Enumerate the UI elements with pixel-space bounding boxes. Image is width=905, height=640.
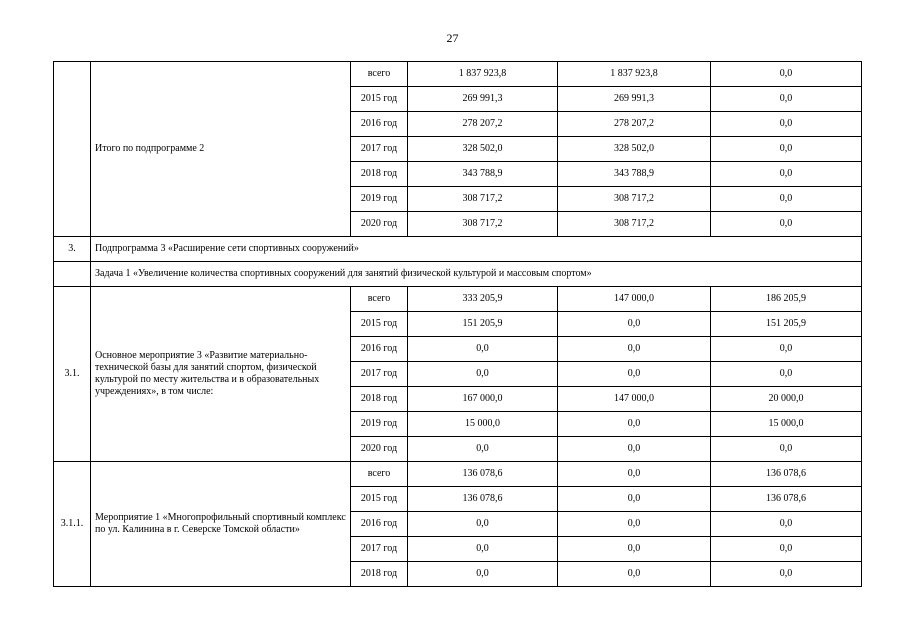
total-cell: 343 788,9 [408, 162, 558, 187]
source-b-cell: 0,0 [711, 437, 862, 462]
subprogram-title-cell: Подпрограмма 3 «Расширение сети спортивных сооружений» [91, 237, 862, 262]
total-cell: 0,0 [408, 562, 558, 587]
source-a-cell: 308 717,2 [558, 187, 711, 212]
source-a-cell: 328 502,0 [558, 137, 711, 162]
source-b-cell: 0,0 [711, 512, 862, 537]
year-cell: 2018 год [351, 562, 408, 587]
source-a-cell: 0,0 [558, 537, 711, 562]
total-cell: 269 991,3 [408, 87, 558, 112]
source-b-cell: 136 078,6 [711, 487, 862, 512]
source-b-cell: 0,0 [711, 337, 862, 362]
total-cell: 151 205,9 [408, 312, 558, 337]
total-cell: 15 000,0 [408, 412, 558, 437]
task-title-cell: Задача 1 «Увеличение количества спортивных сооружений для занятий физической культурой и массовым спортом» [91, 262, 862, 287]
year-cell: 2019 год [351, 187, 408, 212]
source-a-cell: 0,0 [558, 362, 711, 387]
total-cell: 0,0 [408, 337, 558, 362]
table-row [54, 237, 862, 262]
row-number-cell: 3.1. [54, 287, 91, 462]
source-b-cell: 0,0 [711, 137, 862, 162]
year-cell: всего [351, 287, 408, 312]
source-a-cell: 269 991,3 [558, 87, 711, 112]
source-b-cell: 0,0 [711, 162, 862, 187]
source-a-cell: 0,0 [558, 337, 711, 362]
total-cell: 0,0 [408, 362, 558, 387]
total-cell: 308 717,2 [408, 187, 558, 212]
total-cell: 1 837 923,8 [408, 62, 558, 87]
total-cell: 308 717,2 [408, 212, 558, 237]
table-row [54, 462, 862, 487]
row-name-cell: Мероприятие 1 «Многопрофильный спортивный комплекс по ул. Калинина в г. Северске Томской области» [91, 462, 351, 587]
source-b-cell: 151 205,9 [711, 312, 862, 337]
year-cell: 2015 год [351, 487, 408, 512]
total-cell: 0,0 [408, 512, 558, 537]
source-b-cell: 15 000,0 [711, 412, 862, 437]
source-b-cell: 0,0 [711, 562, 862, 587]
source-b-cell: 20 000,0 [711, 387, 862, 412]
source-b-cell: 0,0 [711, 187, 862, 212]
task-number-cell [54, 262, 91, 287]
page-number: 27 [446, 31, 459, 45]
source-b-cell: 0,0 [711, 87, 862, 112]
source-a-cell: 147 000,0 [558, 287, 711, 312]
source-a-cell: 0,0 [558, 462, 711, 487]
budget-table-body [54, 62, 862, 587]
source-a-cell: 0,0 [558, 412, 711, 437]
budget-table [53, 61, 862, 587]
year-cell: 2016 год [351, 512, 408, 537]
source-a-cell: 278 207,2 [558, 112, 711, 137]
year-cell: 2018 год [351, 162, 408, 187]
table-row [54, 287, 862, 312]
year-cell: 2019 год [351, 412, 408, 437]
source-a-cell: 0,0 [558, 562, 711, 587]
source-b-cell: 0,0 [711, 62, 862, 87]
year-cell: всего [351, 462, 408, 487]
year-cell: 2015 год [351, 312, 408, 337]
source-b-cell: 0,0 [711, 212, 862, 237]
source-a-cell: 0,0 [558, 487, 711, 512]
subprogram-number-cell: 3. [54, 237, 91, 262]
source-b-cell: 186 205,9 [711, 287, 862, 312]
source-b-cell: 0,0 [711, 112, 862, 137]
total-cell: 278 207,2 [408, 112, 558, 137]
row-name-cell: Основное мероприятие 3 «Развитие материально-технической базы для занятий спортом, физической культурой по месту жительства и в образовательных учреждениях», в том числе: [91, 287, 351, 462]
total-cell: 167 000,0 [408, 387, 558, 412]
source-a-cell: 0,0 [558, 512, 711, 537]
year-cell: 2020 год [351, 212, 408, 237]
source-a-cell: 1 837 923,8 [558, 62, 711, 87]
year-cell: 2017 год [351, 137, 408, 162]
year-cell: 2018 год [351, 387, 408, 412]
year-cell: 2017 год [351, 362, 408, 387]
source-a-cell: 0,0 [558, 312, 711, 337]
total-cell: 328 502,0 [408, 137, 558, 162]
total-cell: 0,0 [408, 437, 558, 462]
row-name-cell: Итого по подпрограмме 2 [91, 62, 351, 237]
source-b-cell: 0,0 [711, 362, 862, 387]
row-number-cell: 3.1.1. [54, 462, 91, 587]
source-a-cell: 308 717,2 [558, 212, 711, 237]
year-cell: 2020 год [351, 437, 408, 462]
total-cell: 136 078,6 [408, 487, 558, 512]
source-a-cell: 147 000,0 [558, 387, 711, 412]
source-a-cell: 0,0 [558, 437, 711, 462]
table-row [54, 262, 862, 287]
year-cell: 2015 год [351, 87, 408, 112]
source-b-cell: 136 078,6 [711, 462, 862, 487]
total-cell: 136 078,6 [408, 462, 558, 487]
total-cell: 333 205,9 [408, 287, 558, 312]
row-number-cell [54, 62, 91, 237]
year-cell: 2017 год [351, 537, 408, 562]
year-cell: всего [351, 62, 408, 87]
year-cell: 2016 год [351, 337, 408, 362]
source-b-cell: 0,0 [711, 537, 862, 562]
year-cell: 2016 год [351, 112, 408, 137]
total-cell: 0,0 [408, 537, 558, 562]
source-a-cell: 343 788,9 [558, 162, 711, 187]
table-row [54, 62, 862, 87]
